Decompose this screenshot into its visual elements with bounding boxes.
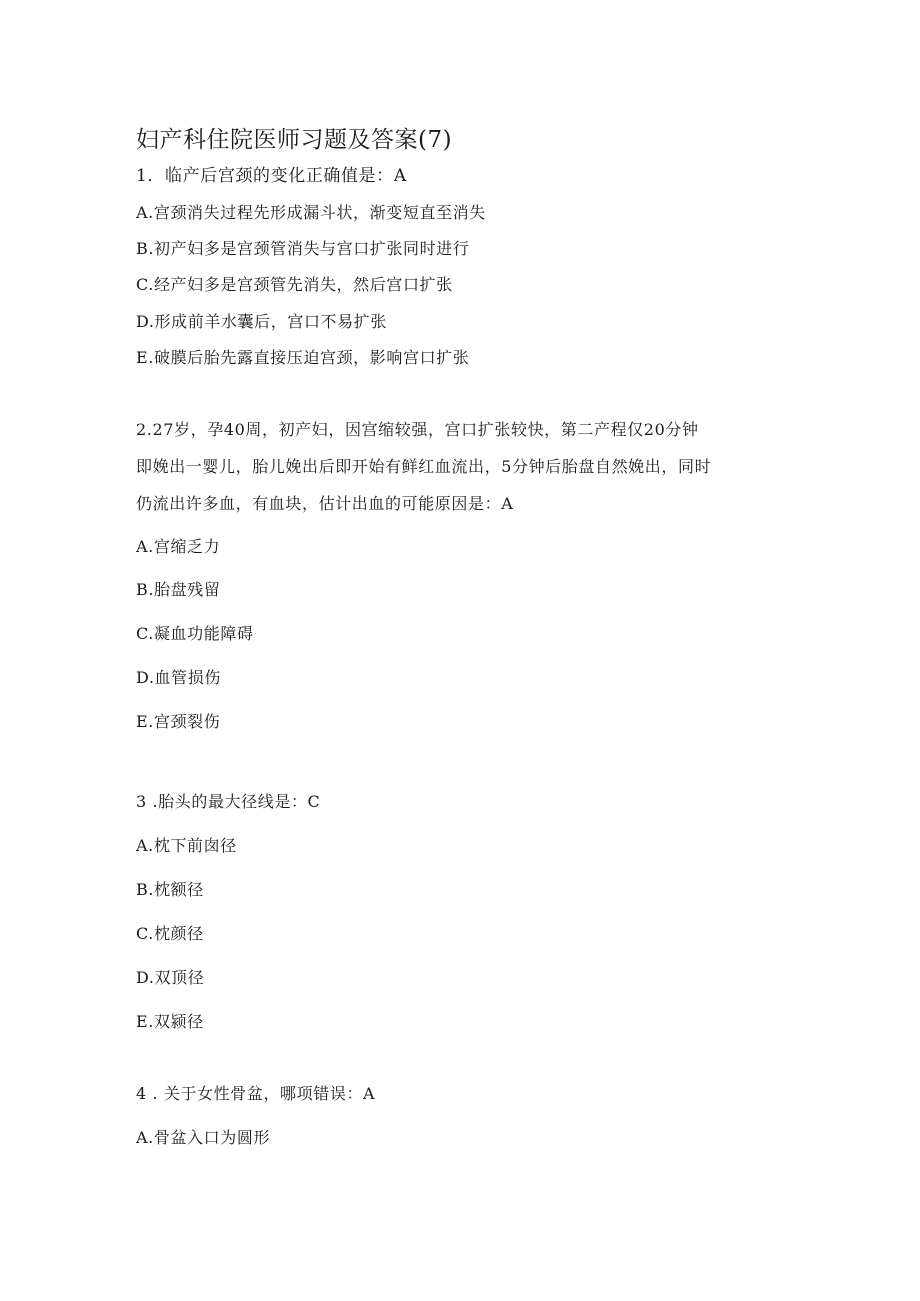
question-2-option-e: E.宫颈裂伤 (136, 712, 221, 731)
question-2-stem-line-1: 2.27岁，孕40周，初产妇，因宫缩较强，宫口扩张较快，第二产程仅20分钟 (136, 420, 699, 439)
question-3-option-e: E.双颍径 (136, 1012, 204, 1031)
question-2-option-c: C.凝血功能障碍 (136, 624, 254, 643)
question-3-option-c: C.枕颜径 (136, 924, 204, 943)
question-1-option-a: A.宫颈消失过程先形成漏斗状，渐变短直至消失 (136, 203, 486, 222)
question-3-option-b: B.枕额径 (136, 880, 204, 899)
question-1-stem: 1．临产后宫颈的变化正确值是：A (136, 166, 407, 186)
question-4-stem: 4 . 关于女性骨盆，哪项错误：A (136, 1084, 376, 1103)
question-1-option-c: C.经产妇多是宫颈管先消失，然后宫口扩张 (136, 275, 453, 294)
question-1-option-d: D.形成前羊水囊后，宫口不易扩张 (136, 312, 387, 331)
question-1-option-b: B.初产妇多是宫颈管消失与宫口扩张同时进行 (136, 239, 470, 258)
question-2-option-b: B.胎盘残留 (136, 580, 221, 599)
question-2-option-a: A.宫缩乏力 (136, 537, 221, 556)
question-3-option-a: A.枕下前囱径 (136, 836, 237, 855)
question-2-option-d: D.血管损伤 (136, 668, 221, 687)
question-1-option-e: E.破膜后胎先露直接压迫宫颈，影响宫口扩张 (136, 348, 470, 367)
question-2-stem-line-2: 即娩出一婴儿，胎儿娩出后即开始有鲜红血流出，5分钟后胎盘自然娩出，同时 (136, 457, 712, 476)
question-4-option-a: A.骨盆入口为圆形 (136, 1128, 271, 1147)
question-3-stem: 3 .胎头的最大径线是：C (136, 792, 321, 811)
document-title: 妇产科住院医师习题及答案(7) (136, 127, 453, 153)
question-2-stem-line-3: 仍流出许多血，有血块，估计出血的可能原因是：A (136, 494, 514, 513)
question-3-option-d: D.双顶径 (136, 968, 205, 987)
